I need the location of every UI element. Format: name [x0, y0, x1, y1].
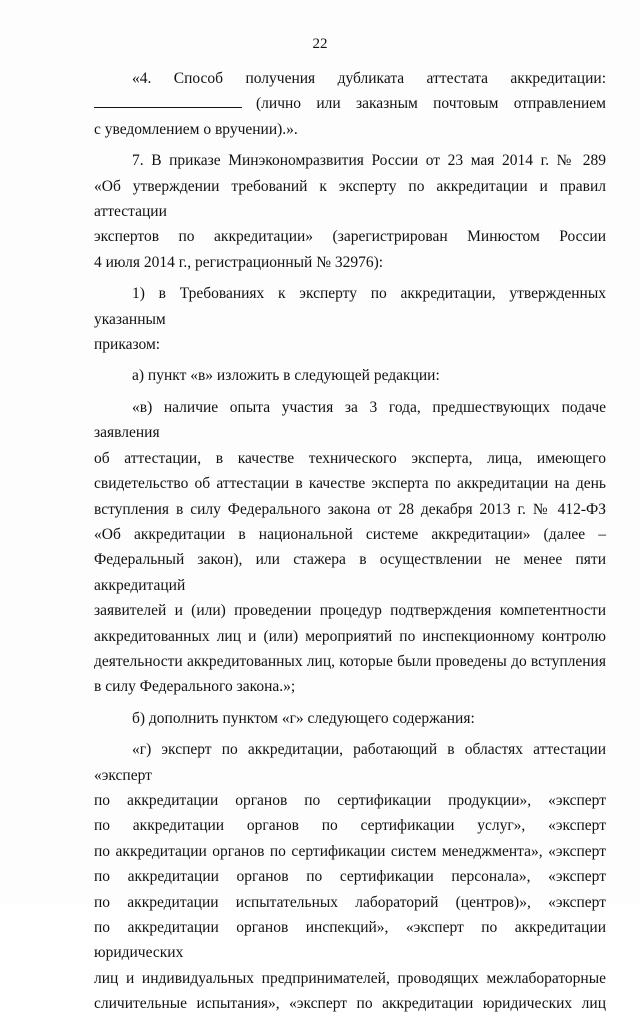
text-line: экспертов по аккредитации» (зарегистрирован Минюстом России — [94, 228, 606, 246]
text-line: 7. В приказе Минэкономразвития России от 23 мая 2014 г. № 289 — [132, 152, 606, 170]
text-line: вступления в силу Федерального закона от 28 декабря 2013 г. № 412-ФЗ — [94, 500, 606, 518]
page-number: 22 — [312, 36, 328, 52]
paragraph-subitem-b — [94, 706, 606, 731]
text-line: деятельности аккредитованных лиц, которые были проведены до вступления — [94, 652, 606, 670]
text-line: лиц и индивидуальных предпринимателей, проводящих межлабораторные — [94, 969, 606, 987]
text-line: «Об аккредитации в национальной системе аккредитации» (далее – — [94, 525, 606, 543]
text-line: в силу Федерального закона.»; — [94, 678, 296, 696]
text-line: свидетельство об аттестации в качестве эксперта по аккредитации на день — [94, 475, 606, 493]
text-line: 4 июля 2014 г., регистрационный № 32976): — [94, 253, 384, 271]
text-line: по аккредитации органов инспекций», «эксперт по аккредитации юридических — [94, 919, 606, 962]
text-line: Федеральный закон), или стажера в осуществлении не менее пяти аккредитаций — [94, 551, 606, 594]
paragraph-subitem-a — [94, 363, 606, 388]
text-line: об аттестации, в качестве технического эксперта, лица, имеющего — [94, 449, 606, 467]
text-line: «4. Способ получения дубликата аттестата аккредитации: — [132, 70, 606, 87]
text-line: сличительные испытания», «эксперт по аккредитации юридических лиц — [94, 995, 606, 1013]
paragraph-subitem-1 — [94, 281, 606, 357]
text-line: по аккредитации органов по сертификации персонала», «эксперт — [94, 868, 606, 886]
paragraph-clause-v — [94, 395, 606, 700]
paragraph-clause-g — [94, 737, 606, 1016]
text-line — [94, 91, 606, 116]
text-line: по аккредитации органов по сертификации продукции», «эксперт — [94, 791, 606, 809]
text-line: приказом: — [94, 336, 161, 354]
text-line: а) пункт «в» изложить в следующей редакции: — [132, 367, 440, 385]
document-body — [94, 66, 606, 1017]
text-line: 1) в Требованиях к эксперту по аккредитации, утвержденных указанным — [94, 285, 606, 328]
text-line: «в) наличие опыта участия за 3 года, предшествующих подаче заявления — [94, 398, 606, 442]
text-line: заявителей и (или) проведении процедур подтверждения компетентности — [94, 602, 606, 620]
text-line: по аккредитации испытательных лабораторий (центров)», «эксперт — [94, 893, 606, 911]
text-line: с уведомлением о вручении).». — [94, 120, 298, 138]
text-line: б) дополнить пунктом «г» следующего содержания: — [132, 709, 475, 727]
text-line: по аккредитации органов по сертификации систем менеджмента», «эксперт — [94, 842, 606, 860]
blank-field — [94, 93, 242, 108]
paragraph-duplicate-method — [94, 66, 606, 142]
text-line: по аккредитации органов по сертификации услуг», «эксперт — [94, 817, 606, 835]
text-line-tail: (лично или заказным почтовым отправлением — [256, 95, 606, 113]
text-line: «г) эксперт по аккредитации, работающий в областях аттестации «эксперт — [94, 741, 606, 784]
text-line: «Об утверждении требований к эксперту по аккредитации и правил аттестации — [94, 177, 606, 221]
paragraph-item-7 — [94, 148, 606, 275]
text-line: аккредитованных лиц и (или) мероприятий по инспекционному контролю — [94, 627, 606, 645]
